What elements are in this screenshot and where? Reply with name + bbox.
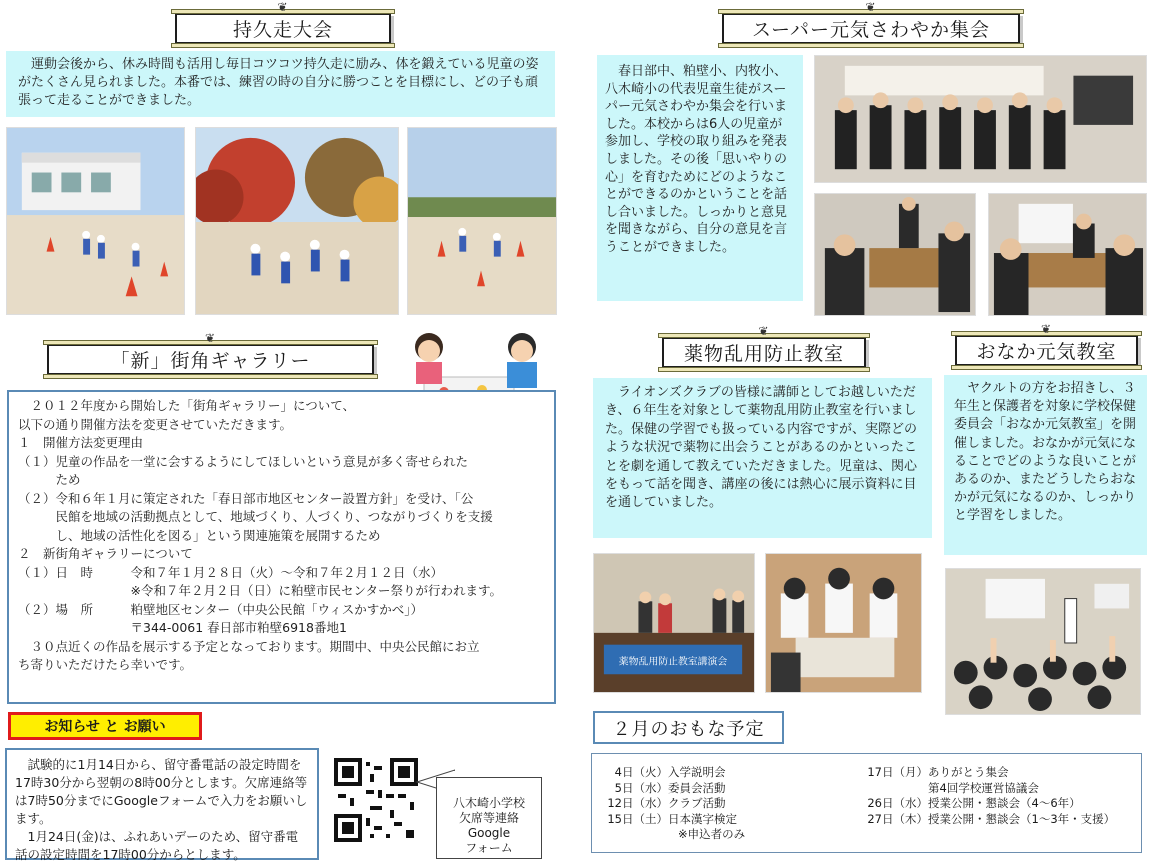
gallery-title: 「新」街角ギャラリー <box>110 350 311 372</box>
schedule-event: クラブ活動 <box>668 796 726 810</box>
gallery-line: ２０１２年度から開始した「街角ギャラリー」について、 <box>18 398 356 413</box>
schedule-title: ２月のおもな予定 <box>612 718 765 740</box>
endurance-photo-1 <box>6 127 185 315</box>
schedule-date: 27日（木） <box>867 811 928 826</box>
gallery-line: ３０点近くの作品を展示する予定となっております。期間中、中央公民館にお立 <box>18 638 480 654</box>
belly-photo <box>945 568 1141 715</box>
gallery-line: （２）場 所 粕壁地区センター（中央公民館「ウィスかすかべ」） <box>18 601 424 617</box>
ornament-icon: ❦ <box>1040 322 1053 336</box>
schedule-event: 委員会活動 <box>668 780 726 795</box>
endurance-photo-3 <box>407 127 557 315</box>
callout-line: フォーム <box>465 841 513 855</box>
endurance-heading <box>175 0 391 44</box>
drug-banner-text: 薬物乱用防止教室講演会 <box>618 656 728 668</box>
schedule-row <box>854 765 1115 781</box>
super-photo-2 <box>814 193 976 316</box>
endurance-photo-2 <box>195 127 399 315</box>
notice-label-text: お知らせ と お願い <box>44 719 166 735</box>
schedule-event: 授業公開・懇談会（4～6年） <box>928 796 1081 810</box>
drug-text-box <box>593 378 932 538</box>
schedule-date: 5日（水） <box>614 780 668 795</box>
drug-photo-1 <box>593 553 755 693</box>
schedule-event: 日本漢字検定 <box>668 811 737 826</box>
qr-code-icon[interactable] <box>334 758 418 842</box>
ornament-icon: ❦ <box>204 331 217 345</box>
schedule-row <box>854 796 1115 812</box>
schedule-date: 17日（月） <box>867 765 928 779</box>
gallery-line: ２ 新街角ギャラリーについて <box>18 546 193 561</box>
gallery-heading <box>47 331 374 375</box>
schedule-date: 15日（土） <box>607 811 668 826</box>
super-heading <box>722 0 1020 44</box>
schedule-date: 4日（火） <box>614 765 668 779</box>
schedule-row <box>598 765 745 781</box>
gallery-line: ※令和７年２月２日（日）に粕壁市民センター祭りが行われます。 <box>18 583 502 598</box>
belly-body: ヤクルトの方をお招きし、３年生と保護者を対象に学校保健委員会「おなか元気教室」を開催しました。おなかが元気になることでどのような良いことがあるのか、またどうしたらおなかが元気になるのか、しっかりと学習をしました。 <box>954 381 1137 524</box>
gallery-line: 以下の通り開催方法を変更させていただきます。 <box>18 416 293 432</box>
super-text-box <box>597 55 803 301</box>
schedule-event: ありがとう集会 <box>928 765 1009 779</box>
schedule-row <box>598 812 745 828</box>
schedule-event: ※申込者のみ <box>678 827 746 841</box>
drug-body: ライオンズクラブの皆様に講師としてお越しいただき、６年生を対象として薬物乱用防止教室を行いました。保健の学習でも扱っている内容ですが、実際どのような状況で薬物に出会うことがあるのかといったことを劇を通して教えていただきました。児童は、関心をもって話を聞き、講座の後には熱心に展示資料に目を通していました。 <box>605 385 918 511</box>
callout-line: 欠席等連絡 <box>458 811 519 825</box>
gallery-line: １ 開催方法変更理由 <box>18 435 144 450</box>
schedule-row <box>598 781 745 797</box>
notice-paragraph-2: 1月24日(金)は、ふれあいデーのため、留守番電話の設定時間を17時00分からとします。 <box>15 829 299 862</box>
google-form-callout <box>436 777 542 859</box>
notice-box <box>5 748 319 860</box>
schedule-date <box>598 827 678 843</box>
belly-text-box <box>944 375 1147 555</box>
drug-photo-2 <box>765 553 922 693</box>
endurance-title: 持久走大会 <box>232 19 333 41</box>
super-photo-1 <box>814 55 1147 183</box>
belly-title: おなか元気教室 <box>976 341 1117 363</box>
super-body: 春日部中、粕壁小、内牧小、八木崎小の代表児童生徒がスーパー元気さわやか集会を行いました。本校からは6人の児童が参加し、学校の取り組みを発表しました。その後「思いやりの心」を育むためにどのようなことができるのかということを話し合いました。しっかりと意見を聞きながら、自分の意見を言うことができました。 <box>605 64 788 255</box>
callout-line: Google <box>467 826 511 840</box>
gallery-line: （１）日 時 令和７年１月２８日（火）～令和７年２月１２日（水） <box>18 564 444 580</box>
schedule-right-column <box>854 765 1115 827</box>
schedule-date <box>854 781 928 797</box>
gallery-text-box <box>7 390 556 704</box>
endurance-body: 運動会後から、休み時間も活用し毎日コツコツ持久走に励み、体を鍛えている児童の姿がたくさん見られました。本番では、練習の時の自分に勝つことを目標にし、どの子も頑張って走ることができました。 <box>18 57 539 108</box>
gallery-line: （２）令和６年１月に策定された「春日部市地区センター設置方針」を受け、「公 <box>18 490 474 506</box>
gallery-line: ため <box>18 472 81 487</box>
gallery-line: ち寄りいただけたら幸いです。 <box>18 657 193 672</box>
endurance-text-box <box>6 51 555 117</box>
schedule-row <box>854 812 1115 828</box>
schedule-date: 12日（水） <box>607 796 668 810</box>
callout-line: 八木崎小学校 <box>452 796 525 810</box>
schedule-row <box>598 827 745 843</box>
gallery-line: 〒344-0061 春日部市粕壁6918番地1 <box>18 620 347 635</box>
schedule-event: 入学説明会 <box>668 765 726 779</box>
schedule-title-box <box>593 711 784 744</box>
schedule-row <box>598 796 745 812</box>
schedule-box <box>591 753 1142 853</box>
super-title: スーパー元気さわやか集会 <box>751 19 991 41</box>
gallery-line: し、地域の活性化を図る」という関連施策を展開するため <box>18 527 381 543</box>
ornament-icon: ❦ <box>758 324 770 338</box>
notice-paragraph-1: 試験的に1月14日から、留守番電話の設定時間を17時30分から翌朝の8時00分とします。欠席連絡等は7時50分までにGoogleフォームで入力をお願いします。 <box>15 757 308 826</box>
gallery-line: 民館を地域の活動拠点として、地域づくり、人づくり、つながりづくりを支援 <box>18 509 493 524</box>
ornament-icon: ❦ <box>865 0 877 14</box>
notice-label <box>8 712 202 740</box>
schedule-date: 26日（水） <box>867 796 928 810</box>
belly-heading <box>955 322 1138 366</box>
ornament-icon: ❦ <box>277 0 289 14</box>
drug-heading <box>662 324 866 368</box>
gallery-line: （１）児童の作品を一堂に会するようにしてほしいという意見が多く寄せられた <box>18 453 469 469</box>
super-photo-3 <box>988 193 1147 316</box>
drug-title: 薬物乱用防止教室 <box>683 343 844 365</box>
schedule-left-column <box>598 765 745 843</box>
schedule-event: 授業公開・懇談会（1～3年・支援） <box>928 811 1116 826</box>
schedule-row <box>854 781 1115 797</box>
schedule-event: 第4回学校運営協議会 <box>928 780 1039 795</box>
